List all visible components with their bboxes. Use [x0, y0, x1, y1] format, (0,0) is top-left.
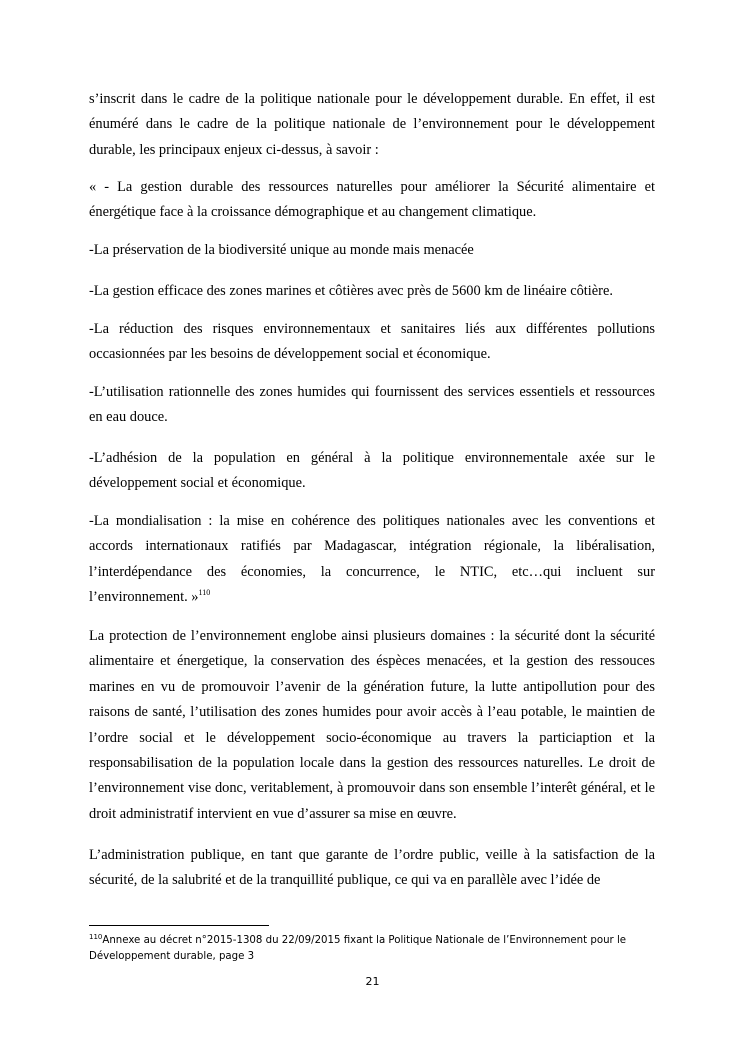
footnote-separator — [89, 925, 269, 926]
paragraph-1: s’inscrit dans le cadre de la politique nationale pour le développement durable. En effet, il est énuméré dans le cadre de la politique nationale de l’environnement pour le développement durable, les principaux enjeux ci-dessus, à savoir : — [89, 91, 655, 158]
paragraph-quote-7 — [89, 509, 655, 611]
paragraph-administration: L’administration publique, en tant que garante de l’ordre public, veille à la satisfaction de la sécurité, de la salubrité et de la tranquillité publique, ce qui va en parallèle avec l’idée de — [89, 847, 655, 889]
paragraph-quote-3: -La gestion efficace des zones marines et côtières avec près de 5600 km de linéaire côtière. — [89, 283, 613, 299]
paragraph-quote-4: -La réduction des risques environnementaux et sanitaires liés aux différentes pollutions occasionnées par les besoins de développement social et économique. — [89, 321, 655, 363]
footnote-number: 110 — [89, 933, 103, 941]
paragraph-quote-1: « - La gestion durable des ressources naturelles pour améliorer la Sécurité alimentaire et énergétique face à la croissance démographique et au changement climatique. — [89, 179, 655, 221]
footnote — [89, 933, 655, 964]
page-number: 21 — [365, 975, 380, 988]
footnote-reference: 110 — [198, 588, 211, 598]
paragraph-quote-5: -L’utilisation rationnelle des zones humides qui fournissent des services essentiels et ressources en eau douce. — [89, 384, 655, 426]
paragraph-quote-6: -L’adhésion de la population en général à la politique environnementale axée sur le développement social et économique. — [89, 450, 655, 492]
paragraph-quote-2: -La préservation de la biodiversité unique au monde mais menacée — [89, 242, 474, 258]
paragraph-protection: La protection de l’environnement englobe ainsi plusieurs domaines : la sécurité dont la sécurité alimentaire et énergetique, la conservation des éspèces menacées, et la gestion des ressouces marines en vu de promouvoir l’avenir de la génération future, la lutte antipollution pour des raisons de santé, l’utilisation des zones humides pour avoir accès à l’eau potable, le maintien de l’ordre social et le développement socio-économique au travers la particiaption et la responsabilisation de la population locale dans la gestion des ressources naturelles. Le droit de l’environnement vise donc, veritablement, à promouvoir dans son ensemble l’interêt général, et le droit administratif intervient en vue d’assurer sa mise en œuvre. — [89, 628, 655, 822]
paragraph-quote-7-text: -La mondialisation : la mise en cohérence des politiques nationales avec les conventions et accords internationaux ratifiés par Madagascar, intégration régionale, la libéralisation, l’interdépendance des économies, la concurrence, le NTIC, etc…qui incluent sur l’environnement. » — [89, 513, 655, 606]
footnote-text: Annexe au décret n°2015-1308 du 22/09/2015 fixant la Politique Nationale de l’Environnement pour le Développement durable, page 3 — [89, 935, 627, 962]
